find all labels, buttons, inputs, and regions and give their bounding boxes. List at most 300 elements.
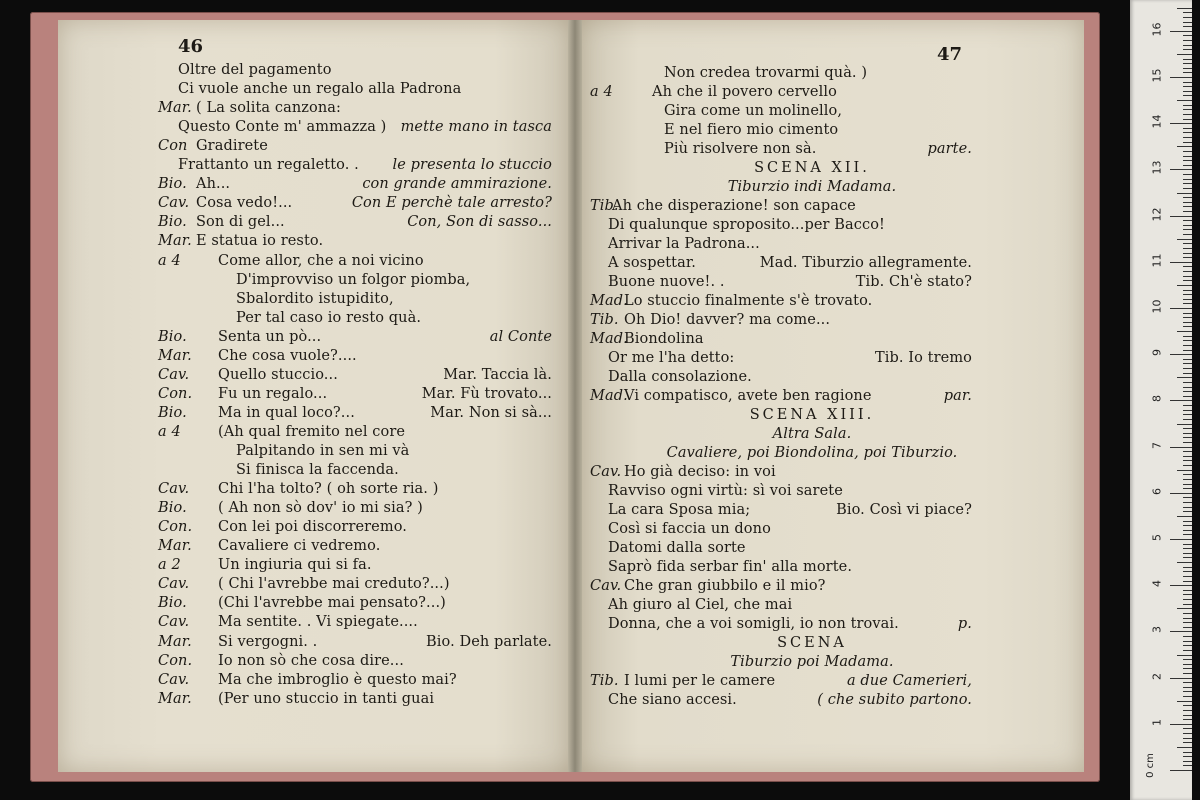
- text-line: Fu un regalo...: [218, 385, 328, 402]
- speaker-label: Mar.: [158, 538, 192, 555]
- text-line: Un ingiuria qui si fa.: [218, 557, 372, 574]
- speaker-label: a 2: [158, 557, 181, 574]
- ruler-tick: [1183, 229, 1192, 230]
- ruler-tick: [1183, 160, 1192, 161]
- ruler-tick: [1183, 156, 1192, 157]
- text-line: Dalla consolazione.: [608, 369, 752, 385]
- speaker-label: Tib.: [590, 673, 619, 689]
- stage-direction: con grande ammirazione.: [362, 176, 552, 193]
- text-line: Si finisca la faccenda.: [236, 462, 399, 479]
- ruler-tick: [1177, 747, 1192, 748]
- ruler-tick: [1177, 424, 1192, 425]
- text-line: Cavaliere ci vedremo.: [218, 538, 381, 555]
- ruler-tick: [1183, 294, 1192, 295]
- text-line: ( Ah non sò dov' io mi sia? ): [218, 500, 423, 517]
- ruler-tick: [1183, 105, 1192, 106]
- text-line: E nel fiero mio cimento: [664, 122, 839, 138]
- text-line: Che siano accesi.: [608, 692, 737, 708]
- stage-direction: Mar. Fù trovato...: [421, 385, 552, 402]
- speaker-label: Con.: [158, 652, 193, 669]
- ruler-number: 15: [1150, 68, 1164, 83]
- speaker-label: Cav.: [590, 464, 622, 480]
- ruler-tick: [1183, 627, 1192, 628]
- text-line: Ah che disperazione! son capace: [612, 198, 856, 214]
- text-line: Chi l'ha tolto? ( oh sorte ria. ): [218, 481, 439, 498]
- text-line: Ravviso ogni virtù: sì voi sarete: [608, 483, 843, 499]
- speaker-label: Con: [158, 138, 188, 155]
- speaker-label: a 4: [590, 84, 613, 100]
- ruler-tick: [1183, 396, 1192, 397]
- ruler-tick: [1183, 428, 1192, 429]
- text-line: Lo stuccio finalmente s'è trovato.: [624, 293, 873, 309]
- text-line: Ma in qual loco?...: [218, 404, 355, 421]
- ruler-number: 2: [1150, 672, 1164, 680]
- ruler-tick: [1183, 534, 1192, 535]
- ruler-tick: [1183, 387, 1192, 388]
- ruler-tick: [1183, 26, 1192, 27]
- text-line: Frattanto un regaletto. .: [178, 157, 359, 174]
- ruler-tick: [1183, 183, 1192, 184]
- ruler-tick: [1183, 465, 1192, 466]
- ruler-tick: [1183, 659, 1192, 660]
- stage-direction: Mar. Taccia là.: [443, 366, 552, 383]
- text-line: Saprò fida serbar fin' alla morte.: [608, 559, 853, 575]
- ruler-tick: [1183, 95, 1192, 96]
- text-line: Palpitando in sen mi và: [236, 443, 410, 459]
- ruler-tick: [1183, 590, 1192, 591]
- ruler-tick: [1183, 234, 1192, 235]
- text-line: Buone nuove!. .: [608, 274, 725, 290]
- text-line: Datomi dalla sorte: [608, 540, 746, 556]
- ruler-tick: [1183, 613, 1192, 614]
- text-line: Tiburzio indi Madama.: [727, 179, 897, 195]
- speaker-label: Bio.: [158, 328, 187, 345]
- ruler-tick: [1183, 437, 1192, 438]
- ruler-tick: [1170, 77, 1192, 78]
- ruler-tick: [1183, 548, 1192, 549]
- ruler-tick: [1170, 724, 1192, 725]
- ruler-tick: [1183, 313, 1192, 314]
- ruler-tick: [1183, 179, 1192, 180]
- stage-direction: parte.: [927, 141, 972, 157]
- ruler-tick: [1183, 511, 1192, 512]
- ruler-tick: [1183, 738, 1192, 739]
- text-line: Cosa vedo!...: [196, 195, 293, 212]
- ruler-tick: [1183, 35, 1192, 36]
- ruler-tick: [1183, 86, 1192, 87]
- stage-direction: ( che subito partono.: [817, 692, 972, 708]
- text-line: Vi compatisco, avete ben ragione: [624, 388, 872, 404]
- ruler-tick: [1170, 169, 1192, 170]
- ruler-tick: [1177, 562, 1192, 563]
- ruler-tick: [1177, 377, 1192, 378]
- speaker-label: Tib.: [590, 198, 619, 214]
- ruler-tick: [1183, 49, 1192, 50]
- text-line: Son di gel...: [196, 214, 285, 231]
- speaker-label: Cav.: [590, 578, 622, 594]
- ruler-tick: [1183, 594, 1192, 595]
- text-line: Io non sò che cosa dire...: [218, 652, 404, 669]
- ruler-tick: [1183, 618, 1192, 619]
- ruler-tick: [1177, 193, 1192, 194]
- ruler-tick: [1183, 243, 1192, 244]
- text-line: Questo Conte m' ammazza ): [178, 119, 387, 136]
- speaker-label: Cav.: [158, 671, 190, 688]
- text-line: Sbalordito istupidito,: [236, 290, 394, 307]
- ruler-tick: [1177, 239, 1192, 240]
- ruler-tick: [1183, 174, 1192, 175]
- ruler-tick: [1170, 539, 1192, 540]
- ruler-tick: [1170, 585, 1192, 586]
- ruler-tick: [1183, 17, 1192, 18]
- ruler-tick: [1170, 631, 1192, 632]
- ruler-tick: [1170, 216, 1192, 217]
- ruler-tick: [1183, 63, 1192, 64]
- stage-direction: a due Camerieri,: [846, 673, 972, 689]
- text-line: (Chi l'avrebbe mai pensato?...): [218, 595, 446, 612]
- ruler-tick: [1183, 340, 1192, 341]
- ruler-tick: [1183, 488, 1192, 489]
- ruler-number: 12: [1150, 207, 1164, 222]
- ruler-tick: [1183, 599, 1192, 600]
- ruler-tick: [1183, 442, 1192, 443]
- ruler-tick: [1183, 719, 1192, 720]
- ruler-tick: [1183, 350, 1192, 351]
- text-line: Gira come un molinello,: [664, 103, 843, 119]
- ruler-tick: [1183, 68, 1192, 69]
- stage-direction: Tib. Io tremo: [875, 350, 972, 366]
- ruler-tick: [1183, 132, 1192, 133]
- ruler-tick: [1183, 59, 1192, 60]
- text-line: Gradirete: [196, 138, 268, 155]
- ruler-tick: [1170, 447, 1192, 448]
- ruler-tick: [1183, 604, 1192, 605]
- speaker-label: Bio.: [158, 595, 187, 612]
- ruler-tick: [1183, 202, 1192, 203]
- text-line: ( La solita canzona:: [196, 100, 342, 117]
- right-page-number: 47: [937, 44, 963, 65]
- ruler-number: 8: [1150, 395, 1164, 403]
- ruler-tick: [1183, 266, 1192, 267]
- ruler-tick: [1183, 576, 1192, 577]
- ruler-tick: [1183, 290, 1192, 291]
- text-line: SCENA XII.: [754, 160, 870, 176]
- stage-direction: p.: [957, 616, 972, 632]
- text-line: La cara Sposa mia;: [608, 502, 751, 518]
- ruler-tick: [1183, 571, 1192, 572]
- ruler-unit-label: 0 cm: [1144, 753, 1156, 778]
- text-line: Senta un pò...: [218, 328, 322, 345]
- ruler-tick: [1183, 119, 1192, 120]
- speaker-label: Bio.: [158, 500, 187, 517]
- ruler-tick: [1183, 525, 1192, 526]
- ruler-tick: [1183, 410, 1192, 411]
- ruler-tick: [1183, 45, 1192, 46]
- text-line: D'improvviso un folgor piomba,: [236, 271, 471, 288]
- text-line: Biondolina: [624, 331, 704, 347]
- ruler-tick: [1183, 715, 1192, 716]
- stage-direction: Bio. Deh parlate.: [426, 633, 552, 650]
- ruler-tick: [1183, 128, 1192, 129]
- ruler-tick: [1183, 303, 1192, 304]
- text-line: (Ah qual fremito nel core: [218, 423, 406, 440]
- ruler-tick: [1183, 317, 1192, 318]
- ruler-tick: [1183, 645, 1192, 646]
- text-line: Ho già deciso: in voi: [624, 464, 776, 480]
- ruler-tick: [1183, 641, 1192, 642]
- ruler-tick: [1183, 761, 1192, 762]
- ruler-number: 10: [1150, 299, 1164, 314]
- text-line: Or me l'ha detto:: [608, 350, 735, 366]
- speaker-label: Mad.: [590, 293, 628, 309]
- ruler-number: 3: [1150, 626, 1164, 634]
- stage-direction: le presenta lo stuccio: [392, 157, 552, 174]
- speaker-label: Bio.: [158, 176, 187, 193]
- ruler-tick: [1170, 354, 1192, 355]
- ruler-tick: [1170, 123, 1192, 124]
- ruler-tick: [1183, 650, 1192, 651]
- ruler-tick: [1183, 733, 1192, 734]
- ruler-tick: [1183, 664, 1192, 665]
- ruler-tick: [1183, 368, 1192, 369]
- speaker-label: Mar.: [158, 633, 192, 650]
- text-line: SCENA: [777, 635, 847, 651]
- stage-direction: Tib. Ch'è stato?: [855, 274, 972, 290]
- ruler-tick: [1183, 687, 1192, 688]
- text-line: Ah...: [196, 176, 231, 193]
- text-line: Più risolvere non sà.: [664, 141, 817, 157]
- ruler-tick: [1183, 197, 1192, 198]
- ruler-tick: [1183, 206, 1192, 207]
- ruler-tick: [1183, 211, 1192, 212]
- book-gutter: [568, 20, 582, 772]
- ruler-tick: [1183, 451, 1192, 452]
- ruler-tick: [1183, 271, 1192, 272]
- ruler-number: 11: [1150, 253, 1164, 268]
- text-line: Che gran giubbilo e il mio?: [624, 578, 826, 594]
- ruler-tick: [1170, 400, 1192, 401]
- ruler-tick: [1183, 673, 1192, 674]
- speaker-label: Cav.: [158, 481, 190, 498]
- ruler-tick: [1170, 493, 1192, 494]
- ruler-tick: [1183, 544, 1192, 545]
- stage-direction: par.: [943, 388, 972, 404]
- text-line: Per tal caso io resto quà.: [236, 309, 422, 326]
- text-line: A sospettar.: [608, 255, 697, 271]
- ruler-tick: [1183, 322, 1192, 323]
- text-line: E statua io resto.: [196, 233, 324, 250]
- speaker-label: Bio.: [158, 214, 187, 231]
- left-page-number: 46: [178, 36, 204, 57]
- text-line: (Per uno stuccio in tanti guai: [218, 690, 435, 707]
- text-line: Donna, che a voi somigli, io non trovai.: [608, 616, 899, 632]
- ruler-tick: [1183, 363, 1192, 364]
- text-line: Ma che imbroglio è questo mai?: [218, 671, 457, 688]
- text-line: Arrivar la Padrona...: [608, 236, 760, 252]
- ruler-tick: [1177, 516, 1192, 517]
- ruler-tick: [1183, 622, 1192, 623]
- ruler-tick: [1183, 165, 1192, 166]
- text-line: ( Chi l'avrebbe mai creduto?...): [218, 576, 450, 593]
- speaker-label: Cav.: [158, 366, 190, 383]
- speaker-label: Con.: [158, 519, 193, 536]
- ruler-tick: [1177, 608, 1192, 609]
- ruler-tick: [1183, 405, 1192, 406]
- ruler-tick: [1183, 299, 1192, 300]
- ruler-number: 9: [1150, 349, 1164, 357]
- stage-direction: al Conte: [489, 328, 552, 345]
- speaker-label: Con.: [158, 385, 193, 402]
- speaker-label: Cav.: [158, 576, 190, 593]
- stage-direction: Mad. Tiburzio allegramente.: [759, 255, 972, 271]
- text-line: Ah che il povero cervello: [652, 84, 837, 100]
- ruler-tick: [1183, 484, 1192, 485]
- stage-direction: mette mano in tasca: [400, 119, 552, 136]
- stage-direction: Con E perchè tale arresto?: [351, 195, 552, 212]
- ruler-tick: [1183, 456, 1192, 457]
- ruler-tick: [1183, 382, 1192, 383]
- ruler-number: 16: [1150, 22, 1164, 37]
- ruler-tick: [1170, 31, 1192, 32]
- speaker-label: Cav.: [158, 614, 190, 631]
- text-line: Si vergogni. .: [218, 633, 318, 650]
- ruler-tick: [1177, 100, 1192, 101]
- ruler-tick: [1183, 225, 1192, 226]
- ruler-tick: [1183, 765, 1192, 766]
- ruler-tick: [1183, 253, 1192, 254]
- ruler-tick: [1183, 326, 1192, 327]
- ruler-tick: [1183, 567, 1192, 568]
- ruler-tick: [1183, 497, 1192, 498]
- ruler-tick: [1183, 502, 1192, 503]
- ruler-tick: [1170, 262, 1192, 263]
- ruler-tick: [1183, 40, 1192, 41]
- ruler-tick: [1183, 705, 1192, 706]
- ruler-tick: [1183, 728, 1192, 729]
- ruler-tick: [1183, 557, 1192, 558]
- ruler-tick: [1183, 696, 1192, 697]
- ruler-tick: [1177, 146, 1192, 147]
- stage-direction: Mar. Non si sà...: [430, 404, 552, 421]
- ruler-tick: [1183, 756, 1192, 757]
- ruler-tick: [1183, 82, 1192, 83]
- ruler-tick: [1183, 553, 1192, 554]
- text-line: Ci vuole anche un regalo alla Padrona: [178, 81, 462, 98]
- ruler-tick: [1183, 474, 1192, 475]
- ruler-tick: [1183, 12, 1192, 13]
- ruler-tick: [1183, 373, 1192, 374]
- ruler-tick: [1177, 655, 1192, 656]
- ruler-number: 13: [1150, 160, 1164, 175]
- ruler-tick: [1177, 285, 1192, 286]
- ruler-tick: [1170, 770, 1192, 771]
- ruler-tick: [1183, 220, 1192, 221]
- text-line: Altra Sala.: [772, 426, 852, 442]
- ruler-tick: [1183, 414, 1192, 415]
- ruler-tick: [1183, 752, 1192, 753]
- speaker-label: Mad.: [590, 388, 628, 404]
- ruler-number: 1: [1150, 718, 1164, 726]
- ruler-tick: [1183, 280, 1192, 281]
- text-line: Tiburzio poi Madama.: [730, 654, 894, 670]
- text-line: Come allor, che a noi vicino: [218, 252, 424, 269]
- text-line: Di qualunque sproposito...per Bacco!: [608, 217, 885, 233]
- ruler-number: 14: [1150, 114, 1164, 129]
- speaker-label: Mar.: [158, 347, 192, 364]
- ruler-number: 4: [1150, 580, 1164, 588]
- text-line: Ah giuro al Ciel, che mai: [608, 597, 793, 613]
- text-line: Cavaliere, poi Biondolina, poi Tiburzio.: [666, 445, 958, 461]
- text-line: Quello stuccio...: [218, 366, 338, 383]
- ruler-tick: [1183, 391, 1192, 392]
- ruler-tick: [1183, 22, 1192, 23]
- ruler-tick: [1183, 276, 1192, 277]
- ruler-tick: [1183, 345, 1192, 346]
- ruler-tick: [1183, 530, 1192, 531]
- ruler-tick: [1183, 682, 1192, 683]
- speaker-label: Mar.: [158, 233, 192, 250]
- ruler-tick: [1183, 710, 1192, 711]
- text-line: Così si faccia un dono: [608, 521, 771, 537]
- ruler-tick: [1183, 72, 1192, 73]
- ruler-tick: [1183, 188, 1192, 189]
- ruler-tick: [1183, 521, 1192, 522]
- ruler-tick: [1183, 742, 1192, 743]
- speaker-label: a 4: [158, 252, 181, 269]
- ruler-tick: [1183, 359, 1192, 360]
- speaker-label: Mad.: [590, 331, 628, 347]
- text-line: Ma sentite. . Vi spiegate....: [218, 614, 418, 631]
- stage-direction: Bio. Così vi piace?: [836, 502, 972, 518]
- text-line: Che cosa vuole?....: [218, 347, 357, 364]
- ruler-tick: [1183, 479, 1192, 480]
- ruler-tick: [1183, 257, 1192, 258]
- speaker-label: Mar.: [158, 100, 192, 117]
- ruler-tick: [1177, 701, 1192, 702]
- ruler-tick: [1183, 636, 1192, 637]
- ruler-tick: [1183, 691, 1192, 692]
- ruler-tick: [1170, 308, 1192, 309]
- text-line: SCENA XIII.: [749, 407, 875, 423]
- ruler-tick: [1183, 668, 1192, 669]
- ruler-tick: [1183, 419, 1192, 420]
- ruler-tick: [1183, 336, 1192, 337]
- speaker-label: Bio.: [158, 404, 187, 421]
- ruler-tick: [1183, 248, 1192, 249]
- text-line: Oh Dio! davver? ma come...: [624, 312, 831, 328]
- speaker-label: Cav.: [158, 195, 190, 212]
- ruler-tick: [1183, 581, 1192, 582]
- text-line: Con lei poi discorreremo.: [218, 519, 407, 536]
- ruler-tick: [1183, 507, 1192, 508]
- ruler-tick: [1183, 151, 1192, 152]
- ruler-tick: [1177, 54, 1192, 55]
- measurement-ruler: [1130, 0, 1192, 800]
- stage-direction: Con, Son di sasso...: [407, 214, 552, 231]
- text-line: Oltre del pagamento: [178, 62, 332, 78]
- ruler-tick: [1183, 137, 1192, 138]
- text-line: I lumi per le camere: [624, 673, 776, 689]
- ruler-number: 6: [1150, 487, 1164, 495]
- ruler-tick: [1183, 433, 1192, 434]
- ruler-tick: [1183, 460, 1192, 461]
- speaker-label: Tib.: [590, 312, 619, 328]
- ruler-tick: [1183, 142, 1192, 143]
- ruler-number: 5: [1150, 534, 1164, 541]
- ruler-tick: [1177, 470, 1192, 471]
- ruler-tick: [1183, 91, 1192, 92]
- ruler-tick: [1177, 331, 1192, 332]
